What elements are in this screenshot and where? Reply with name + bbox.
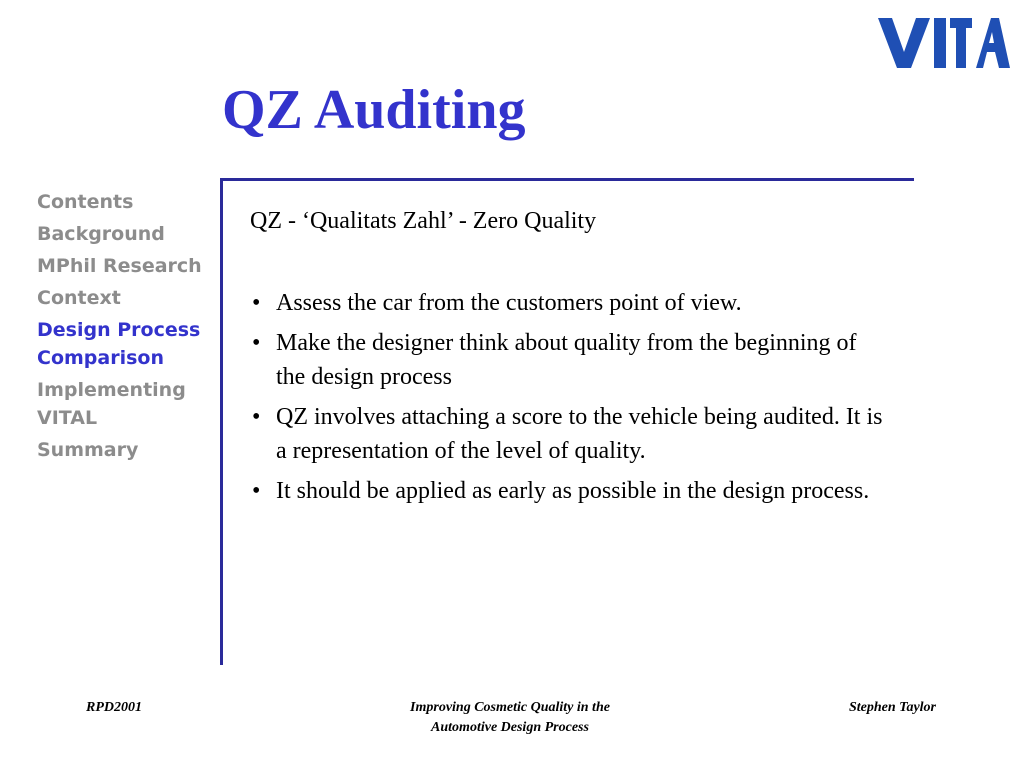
footer-title-line1: Improving Cosmetic Quality in the (410, 700, 610, 715)
slide-subtitle: QZ - ‘Qualitats Zahl’ - Zero Quality (250, 208, 597, 234)
bullet-dot-icon: • (252, 290, 261, 316)
footer-title-line2: Automotive Design Process (431, 720, 589, 735)
bullet-dot-icon: • (252, 330, 261, 356)
bullet-item (250, 286, 890, 320)
bullet-text: Make the designer think about quality from the beginning of the design process (276, 330, 857, 390)
vital-logo (878, 16, 1010, 70)
bullet-text: QZ involves attaching a score to the vehicle being audited. It is a representation of the level of quality. (276, 404, 883, 464)
nav-item-context[interactable]: Context (37, 287, 121, 309)
bullet-item (250, 470, 890, 512)
slide-content (250, 204, 890, 518)
nav-item-background[interactable]: Background (37, 223, 165, 245)
frame-horizontal-line (220, 178, 914, 181)
sidebar-nav (37, 186, 217, 466)
bullet-item (250, 326, 890, 394)
nav-item-label-line1: Implementing (37, 379, 186, 401)
footer-presentation-title (360, 698, 660, 738)
nav-item-label-line2: VITAL (37, 407, 98, 429)
bullet-dot-icon: • (252, 478, 261, 504)
footer-author: Stephen Taylor (849, 700, 936, 715)
frame-vertical-line (220, 178, 223, 665)
nav-item-mphil-research[interactable]: MPhil Research (37, 255, 202, 277)
nav-item-design-process-comparison[interactable] (37, 314, 217, 374)
nav-item-label-line1: Design Process (37, 319, 201, 341)
bullet-list (250, 286, 890, 512)
bullet-dot-icon: • (252, 404, 261, 430)
nav-item-label-line2: Comparison (37, 347, 164, 369)
bullet-item (250, 400, 890, 468)
slide-title: QZ Auditing (222, 79, 526, 141)
nav-item-implementing-vital[interactable] (37, 374, 217, 434)
nav-item-contents[interactable]: Contents (37, 191, 134, 213)
bullet-text: Assess the car from the customers point of view. (276, 290, 742, 316)
footer-conference: RPD2001 (86, 700, 142, 715)
bullet-text: It should be applied as early as possible in the design process. (276, 478, 870, 504)
nav-item-summary[interactable]: Summary (37, 439, 139, 461)
